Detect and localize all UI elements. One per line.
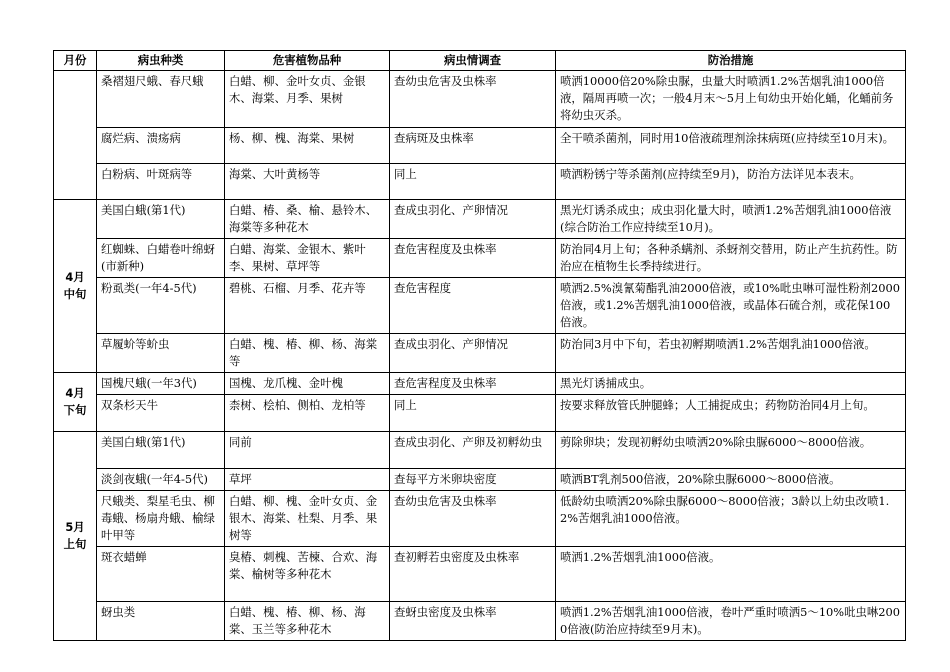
pest-type-cell: 粉虱类(一年4-5代) xyxy=(97,278,225,334)
host-plants-cell: 碧桃、石榴、月季、花卉等 xyxy=(225,278,390,334)
control-measures-cell: 防治同4月上旬；各种杀螨剂、杀蚜剂交替用，防止产生抗药性。防治应在植物生长季持续进行。 xyxy=(556,239,906,278)
pest-type-cell: 双条杉天牛 xyxy=(97,395,225,432)
control-measures-cell: 防治同3月中下旬，若虫初孵期喷洒1.2%苦烟乳油1000倍液。 xyxy=(556,334,906,373)
survey-cell: 查每平方米卵块密度 xyxy=(390,469,556,491)
control-measures-cell: 按要求释放管氏肿腿蜂；人工捕捉成虫；药物防治同4月上旬。 xyxy=(556,395,906,432)
table-row xyxy=(54,469,906,491)
pest-type-cell: 尺蛾类、梨星毛虫、柳毒蛾、杨扇舟蛾、榆绿叶甲等 xyxy=(97,491,225,547)
pest-control-table xyxy=(53,50,906,641)
control-measures-cell: 低龄幼虫喷洒20%除虫脲6000～8000倍液；3龄以上幼虫改喷1.2%苦烟乳油1000倍液。 xyxy=(556,491,906,547)
pest-type-cell: 美国白蛾(第1代) xyxy=(97,432,225,469)
control-measures-cell: 黑光灯诱杀成虫；成虫羽化量大时，喷洒1.2%苦烟乳油1000倍液(综合防治工作应持续至10月)。 xyxy=(556,200,906,239)
pest-type-cell: 淡剑夜蛾(一年4-5代) xyxy=(97,469,225,491)
table-row xyxy=(54,395,906,432)
table-row xyxy=(54,602,906,641)
control-measures-cell: 喷洒1.2%苦烟乳油1000倍液，卷叶严重时喷洒5～10%吡虫啉2000倍液(防治应持续至9月末)。 xyxy=(556,602,906,641)
pest-type-cell: 美国白蛾(第1代) xyxy=(97,200,225,239)
pest-type-cell: 桑褶翅尺蛾、春尺蛾 xyxy=(97,71,225,128)
header-host-plants: 危害植物品种 xyxy=(225,51,390,71)
month-cell xyxy=(54,200,97,373)
control-measures-cell: 喷洒粉锈宁等杀菌剂(应持续至9月)，防治方法详见本表末。 xyxy=(556,164,906,200)
host-plants-cell: 海棠、大叶黄杨等 xyxy=(225,164,390,200)
month-label: 上旬 xyxy=(63,537,87,551)
table-row xyxy=(54,278,906,334)
table-row xyxy=(54,239,906,278)
host-plants-cell: 白蜡、槐、椿、柳、杨、海棠、玉兰等多种花木 xyxy=(225,602,390,641)
survey-cell: 查成虫羽化、产卵情况 xyxy=(390,200,556,239)
table-row xyxy=(54,432,906,469)
pest-type-cell: 红蜘蛛、白蜡卷叶绵蚜(市新种) xyxy=(97,239,225,278)
table-row xyxy=(54,164,906,200)
header-control-measures: 防治措施 xyxy=(556,51,906,71)
host-plants-cell: 柰树、桧柏、侧柏、龙柏等 xyxy=(225,395,390,432)
table-body xyxy=(54,71,906,641)
survey-cell: 查幼虫危害及虫株率 xyxy=(390,71,556,128)
month-label: 中旬 xyxy=(63,287,87,301)
table-row xyxy=(54,128,906,164)
host-plants-cell: 同前 xyxy=(225,432,390,469)
host-plants-cell: 白蜡、椿、桑、榆、悬铃木、海棠等多种花木 xyxy=(225,200,390,239)
month-cell xyxy=(54,71,97,200)
month-label: 5月 xyxy=(65,520,85,534)
survey-cell: 查危害程度 xyxy=(390,278,556,334)
table-row xyxy=(54,547,906,602)
table-row xyxy=(54,71,906,128)
pest-type-cell: 斑衣蜡蝉 xyxy=(97,547,225,602)
control-measures-cell: 喷洒2.5%溴氰菊酯乳油2000倍液，或10%吡虫啉可湿性粉剂2000倍液，或1.2%苦烟乳油1000倍液，或晶体石硫合剂，或花保100倍液。 xyxy=(556,278,906,334)
survey-cell: 查危害程度及虫株率 xyxy=(390,373,556,395)
host-plants-cell: 白蜡、海棠、金银木、紫叶李、果树、草坪等 xyxy=(225,239,390,278)
host-plants-cell: 臭椿、刺槐、苦楝、合欢、海棠、榆树等多种花木 xyxy=(225,547,390,602)
control-measures-cell: 剪除卵块；发现初孵幼虫喷洒20%除虫脲6000～8000倍液。 xyxy=(556,432,906,469)
table-row xyxy=(54,334,906,373)
survey-cell: 查蚜虫密度及虫株率 xyxy=(390,602,556,641)
header-pest-type: 病虫种类 xyxy=(97,51,225,71)
month-cell xyxy=(54,432,97,641)
table-row xyxy=(54,373,906,395)
month-cell xyxy=(54,373,97,432)
host-plants-cell: 国槐、龙爪槐、金叶槐 xyxy=(225,373,390,395)
survey-cell: 查成虫羽化、产卵情况 xyxy=(390,334,556,373)
host-plants-cell: 白蜡、槐、椿、柳、杨、海棠等 xyxy=(225,334,390,373)
host-plants-cell: 白蜡、柳、槐、金叶女贞、金银木、海棠、杜梨、月季、果树等 xyxy=(225,491,390,547)
survey-cell: 查幼虫危害及虫株率 xyxy=(390,491,556,547)
pest-type-cell: 国槐尺蛾(一年3代) xyxy=(97,373,225,395)
month-label: 下旬 xyxy=(63,403,87,417)
host-plants-cell: 杨、柳、槐、海棠、果树 xyxy=(225,128,390,164)
table-row xyxy=(54,491,906,547)
control-measures-cell: 喷洒BT乳剂500倍液，20%除虫脲6000～8000倍液。 xyxy=(556,469,906,491)
host-plants-cell: 白蜡、柳、金叶女贞、金银木、海棠、月季、果树 xyxy=(225,71,390,128)
survey-cell: 查初孵若虫密度及虫株率 xyxy=(390,547,556,602)
control-measures-cell: 黑光灯诱捕成虫。 xyxy=(556,373,906,395)
control-measures-cell: 喷洒10000倍20%除虫脲，虫量大时喷洒1.2%苦烟乳油1000倍液，隔周再喷一次；一般4月末～5月上旬幼虫开始化蛹，化蛹前务将幼虫灭杀。 xyxy=(556,71,906,128)
header-month: 月份 xyxy=(54,51,97,71)
month-label: 4月 xyxy=(65,270,85,284)
control-measures-cell: 全干喷杀菌剂，同时用10倍液疏理剂涂抹病斑(应持续至10月末)。 xyxy=(556,128,906,164)
month-label: 4月 xyxy=(65,386,85,400)
pest-type-cell: 蚜虫类 xyxy=(97,602,225,641)
host-plants-cell: 草坪 xyxy=(225,469,390,491)
pest-type-cell: 草履蚧等蚧虫 xyxy=(97,334,225,373)
survey-cell: 查成虫羽化、产卵及初孵幼虫 xyxy=(390,432,556,469)
control-measures-cell: 喷洒1.2%苦烟乳油1000倍液。 xyxy=(556,547,906,602)
survey-cell: 查危害程度及虫株率 xyxy=(390,239,556,278)
survey-cell: 查病斑及虫株率 xyxy=(390,128,556,164)
header-survey: 病虫情调查 xyxy=(390,51,556,71)
table-header-row xyxy=(54,51,906,71)
pest-type-cell: 腐烂病、溃疡病 xyxy=(97,128,225,164)
pest-type-cell: 白粉病、叶斑病等 xyxy=(97,164,225,200)
table-row xyxy=(54,200,906,239)
survey-cell: 同上 xyxy=(390,395,556,432)
survey-cell: 同上 xyxy=(390,164,556,200)
